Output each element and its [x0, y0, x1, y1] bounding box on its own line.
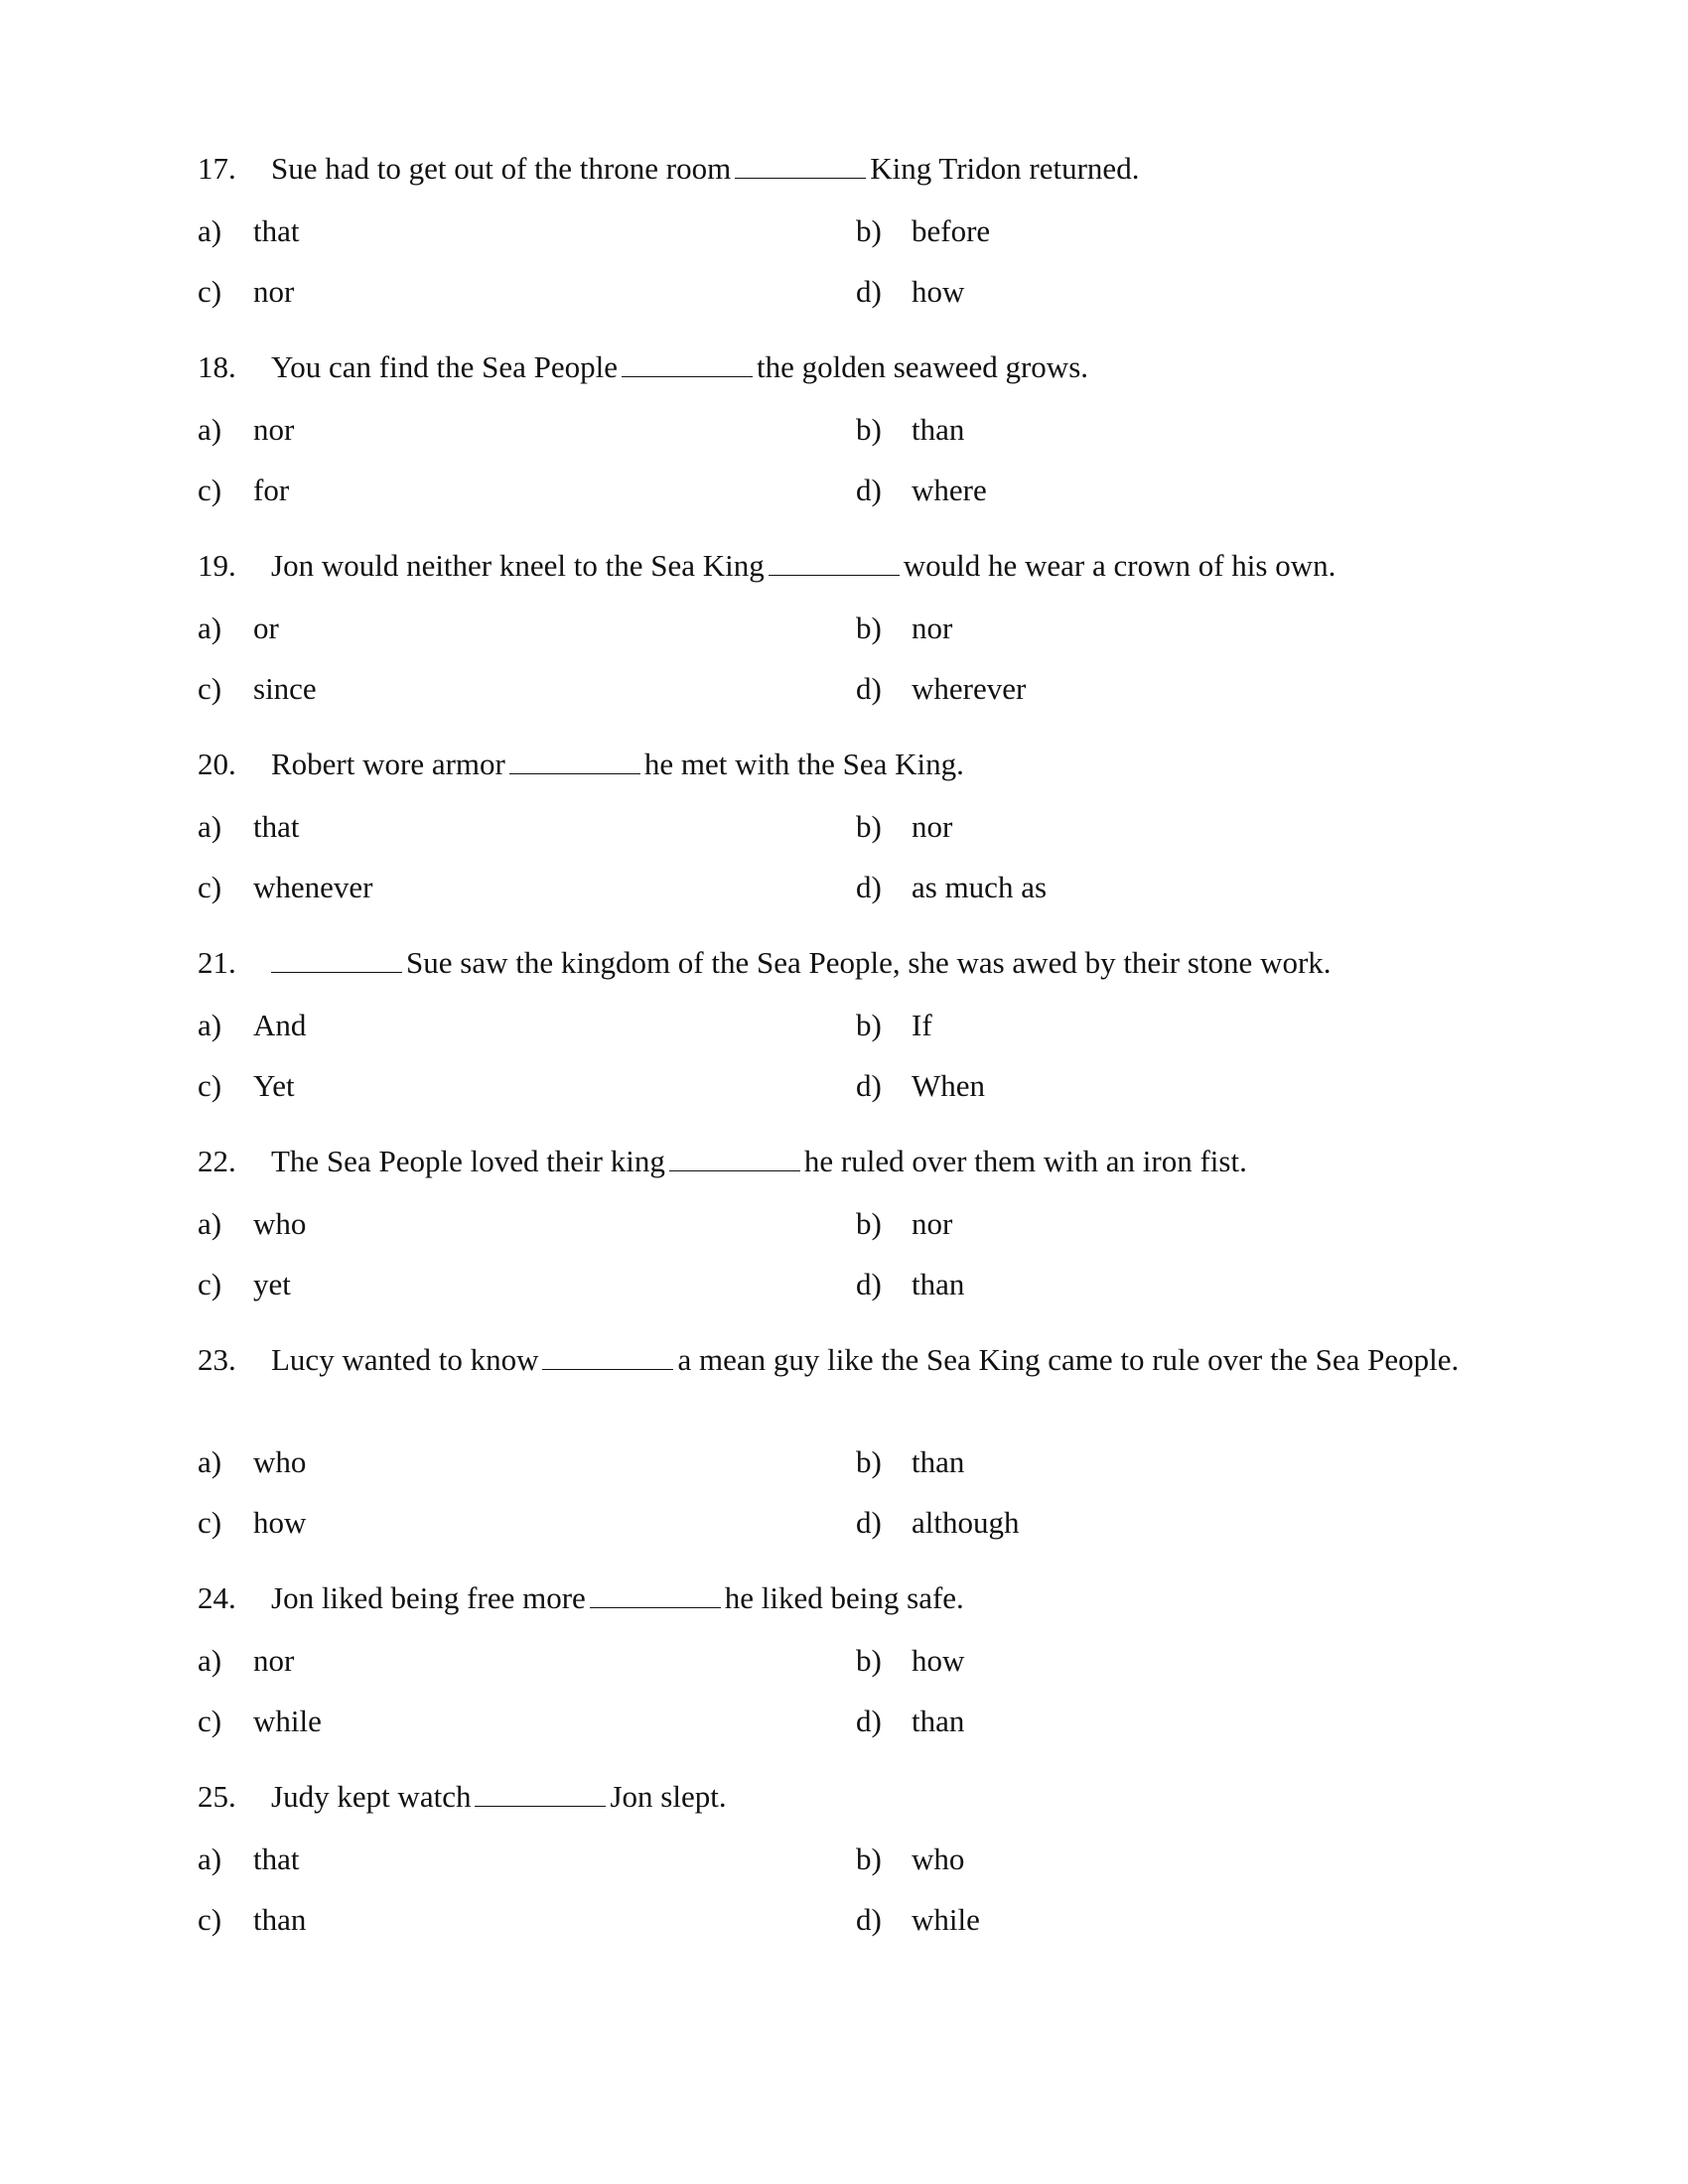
question-stem: [198, 149, 1488, 189]
question-24: [198, 1578, 1488, 1741]
options-row: a) or b) nor: [198, 611, 953, 645]
question-stem: [198, 745, 1488, 784]
question-18: [198, 347, 1488, 510]
question-number: 17.: [198, 151, 236, 186]
question-23: [198, 1340, 1488, 1543]
options-row: c) than d) while: [198, 1902, 980, 1937]
question-text: Sue had to get out of the throne room King Tridon returned.: [271, 151, 1140, 186]
question-number: 23.: [198, 1342, 236, 1377]
question-number: 19.: [198, 548, 236, 583]
answer-blank: [590, 1581, 721, 1608]
question-number: 21.: [198, 945, 236, 980]
answer-blank: [271, 946, 402, 973]
question-text: The Sea People loved their king he ruled over them with an iron fist.: [271, 1144, 1247, 1178]
question-number: 18.: [198, 349, 236, 384]
question-stem: [198, 943, 1488, 983]
question-20: [198, 745, 1488, 907]
question-stem: [198, 347, 1488, 387]
question-text: Sue saw the kingdom of the Sea People, she was awed by their stone work.: [271, 943, 1443, 983]
question-number: 24.: [198, 1580, 236, 1615]
options-row: c) while d) than: [198, 1704, 965, 1738]
options-row: c) nor d) how: [198, 274, 965, 309]
options-row: a) that b) nor: [198, 809, 953, 844]
question-text: Jon liked being free more he liked being safe.: [271, 1580, 964, 1615]
question-stem: [198, 1340, 1488, 1420]
question-stem: [198, 1777, 1488, 1817]
answer-blank: [475, 1780, 606, 1807]
question-25: [198, 1777, 1488, 1940]
options-row: c) whenever d) as much as: [198, 870, 1048, 904]
question-text: Judy kept watch Jon slept.: [271, 1779, 727, 1814]
options-row: c) for d) where: [198, 473, 987, 507]
options-row: c) yet d) than: [198, 1267, 965, 1301]
question-text: Jon would neither kneel to the Sea King would he wear a crown of his own.: [271, 548, 1336, 583]
answer-blank: [542, 1343, 673, 1370]
options-row: c) Yet d) When: [198, 1068, 986, 1103]
question-17: [198, 149, 1488, 312]
question-stem: [198, 546, 1488, 586]
question-21: [198, 943, 1488, 1106]
question-text: Lucy wanted to know a mean guy like the Sea King came to rule over the Sea People.: [271, 1342, 1460, 1377]
options-row: a) who b) nor: [198, 1206, 953, 1241]
question-number: 25.: [198, 1779, 236, 1814]
answer-blank: [669, 1145, 800, 1171]
options-row: c) since d) wherever: [198, 671, 1027, 706]
question-22: [198, 1142, 1488, 1304]
answer-blank: [735, 152, 866, 179]
options-row: c) how d) although: [198, 1505, 1020, 1540]
question-text: Robert wore armor he met with the Sea King.: [271, 747, 964, 781]
question-stem: [198, 1578, 1488, 1618]
options-row: a) that b) who: [198, 1842, 965, 1876]
question-19: [198, 546, 1488, 709]
question-number: 20.: [198, 747, 236, 781]
question-stem: [198, 1142, 1488, 1181]
question-text: You can find the Sea People the golden seaweed grows.: [271, 349, 1089, 384]
options-row: a) And b) If: [198, 1008, 932, 1042]
answer-blank: [769, 549, 900, 576]
answer-blank: [509, 748, 640, 774]
options-row: a) that b) before: [198, 213, 991, 248]
question-number: 22.: [198, 1144, 236, 1178]
options-row: a) nor b) than: [198, 412, 965, 447]
answer-blank: [622, 350, 753, 377]
options-row: a) who b) than: [198, 1444, 965, 1479]
options-row: a) nor b) how: [198, 1643, 965, 1678]
